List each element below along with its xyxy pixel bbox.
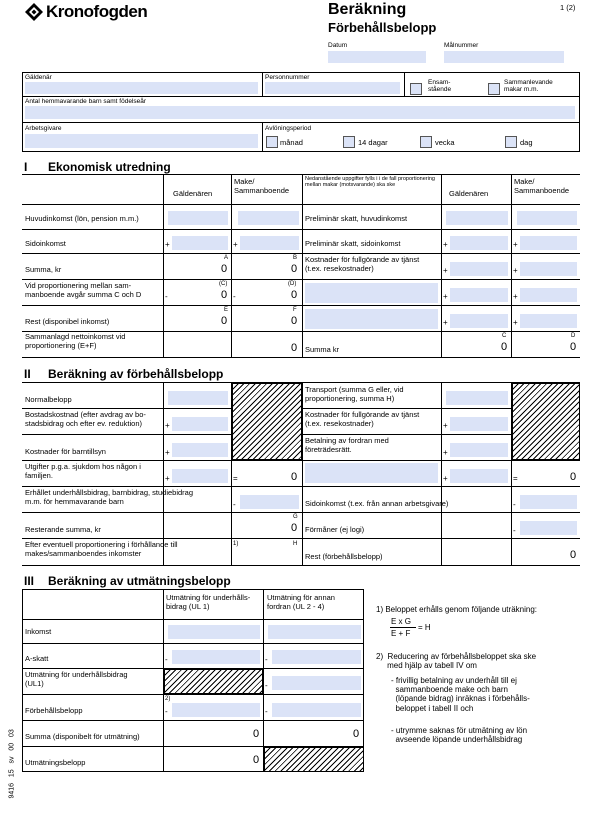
s3-askatt-1[interactable]	[172, 650, 260, 664]
s1-letter-f: F	[293, 307, 297, 313]
dag-label: dag	[520, 138, 533, 147]
page-number: 1 (2)	[560, 3, 576, 12]
personnummer-label: Personnummer	[265, 74, 310, 81]
s1-letter-d: (D)	[288, 281, 297, 287]
barn-field[interactable]	[25, 106, 575, 119]
s2-extra-field[interactable]	[305, 463, 438, 483]
s1-prelsido-g[interactable]	[450, 236, 508, 250]
s2-normal-field[interactable]	[168, 391, 228, 405]
s2-footnote1: 1)	[233, 541, 239, 547]
logo	[24, 2, 164, 22]
s1-huvud-m[interactable]	[238, 211, 299, 225]
s1-letter-c2: C	[502, 333, 507, 339]
manad-label: månad	[280, 138, 303, 147]
s2-bostad-field[interactable]	[172, 417, 228, 431]
s1-col-make: Make/ Sammanboende	[234, 177, 290, 195]
s2-transport-field[interactable]	[446, 391, 508, 405]
s1-row-kostnader: Kostnader för fullgörande av tjänst (t.ex. resekostnader)	[305, 255, 420, 273]
s2-row-sidoinkomst: Sidoinkomst (t.ex. från annan arbetsgivare)	[305, 499, 449, 508]
s3-forbehall-2[interactable]	[272, 703, 361, 717]
s2-letter-g: G	[293, 514, 298, 520]
s1-row-summakr: Summa kr	[305, 345, 340, 354]
s2-kost-field[interactable]	[450, 417, 508, 431]
s2-row-kostnader: Kostnader för fullgörande av tjänst (t.ex. resekostnader)	[305, 410, 420, 428]
s2-row-underhall: Erhållet underhållsbidrag, barnbidrag, studiebidrag m.m. för hemmavarande barn	[25, 488, 194, 506]
form-code: 9416 15 sv 00 03	[8, 729, 16, 799]
s2-extra-g-field[interactable]	[450, 469, 508, 483]
s1-letter-c: (C)	[219, 281, 228, 287]
s1-row-prelskatt-huvud: Preliminär skatt, huvudinkomst	[305, 214, 408, 223]
s2-hatch-right	[512, 383, 580, 460]
s3-hatch-ul1	[164, 669, 263, 694]
section1-num: I	[24, 160, 28, 174]
s1-row-summa: Summa, kr	[25, 265, 62, 274]
s1-rest-m: 0	[291, 315, 298, 327]
s2-letter-h: H	[293, 541, 298, 547]
14dagar-label: 14 dagar	[358, 138, 388, 147]
s1-extra2-m[interactable]	[520, 314, 577, 328]
s2-row-efter: Efter eventuell proportionering i förhållande till makes/sammanboendes inkomster	[25, 540, 178, 558]
s3-row-askatt: A-skatt	[25, 654, 49, 663]
page-title: Beräkning	[328, 1, 407, 18]
s1-row-sidoinkomst: Sidoinkomst	[25, 239, 66, 248]
ensamstaende-label: Ensam- stående	[428, 79, 452, 94]
s3-summa-2: 0	[353, 728, 360, 740]
vecka-checkbox[interactable]	[420, 136, 432, 148]
s3-summa-1: 0	[253, 728, 260, 740]
s2-sido-field[interactable]	[520, 495, 577, 509]
s3-forbehall-1[interactable]	[172, 703, 260, 717]
malnummer-label: Målnummer	[444, 42, 479, 49]
s1-letter-d2: D	[571, 333, 576, 339]
s3-row-utm-ul1: Utmätning för underhållsbidrag (UL1)	[25, 670, 128, 688]
section3-num: III	[24, 574, 35, 588]
formula-eq: = H	[418, 623, 431, 632]
s2-resterande-val: 0	[291, 522, 298, 534]
s1-summa-m: 0	[291, 263, 298, 275]
s3-row-utmatningsbelopp: Utmätningsbelopp	[25, 758, 86, 767]
s2-formaner-field[interactable]	[520, 521, 577, 535]
s1-prop-g: 0	[221, 289, 228, 301]
s2-row-barntillsyn: Kostnader för barntillsyn	[25, 447, 106, 456]
malnummer-field[interactable]	[444, 51, 564, 63]
s1-extra2-g[interactable]	[450, 314, 508, 328]
s1-row-proportionering: Vid proportionering mellan sam- manboende avgår summa C och D	[25, 281, 142, 299]
s1-col-make2: Make/ Sammanboende	[514, 177, 570, 195]
s1-prelsido-m[interactable]	[520, 236, 577, 250]
formula-den: E + F	[391, 629, 411, 638]
s3-col1: Utmätning för underhålls- bidrag (UL 1)	[166, 593, 251, 611]
s2-row-formaner: Förmåner (ej logi)	[305, 525, 365, 534]
formula-num: E x G	[391, 617, 412, 626]
s3-askatt-2[interactable]	[272, 650, 361, 664]
s1-note: Nedanstående uppgifter fylls i i de fall proportionering mellan makar (motsvarande) ska ske	[305, 176, 435, 189]
s1-extra1[interactable]	[305, 283, 438, 303]
note-2: 2) Reducering av förbehållsbeloppet ska ske med hjälp av tabell IV om	[376, 652, 537, 671]
s1-prop-m: 0	[291, 289, 298, 301]
manad-checkbox[interactable]	[266, 136, 278, 148]
s1-prelhuvud-g[interactable]	[446, 211, 508, 225]
s1-huvud-g[interactable]	[168, 211, 228, 225]
note-bullet-2: - utrymme saknas för utmätning av lön avseende löpande underhållsbidrag	[391, 726, 528, 745]
s2-row-transport: Transport (summa G eller, vid proportionering, summa H)	[305, 385, 404, 403]
note-bullet-1: - frivillig betalning av underhåll till ej sammanboende make och barn (löpande bidrag) inräknas i förbehålls- beloppet i tabell II och	[391, 676, 530, 713]
s1-row-sammanlagd: Sammanlagd nettoinkomst vid proportionering (E+F)	[25, 332, 126, 350]
s2-barn-field[interactable]	[172, 443, 228, 457]
s1-sammanlagd-val: 0	[291, 342, 298, 354]
sammanlevande-label: Sammanlevande makar m.m.	[504, 79, 553, 94]
s2-sjuk-field[interactable]	[172, 469, 228, 483]
s1-col-gäldenären2: Gäldenären	[449, 189, 489, 198]
s1-row-prelskatt-sido: Preliminär skatt, sidoinkomst	[305, 239, 401, 248]
s3-utmbelopp-1: 0	[253, 754, 260, 766]
s3-row-inkomst: Inkomst	[25, 627, 52, 636]
s2-row-sjukdom: Utgifter p.g.a. sjukdom hos någon i familjen.	[25, 462, 141, 480]
section3-title: Beräkning av utmätningsbelopp	[48, 574, 231, 588]
barn-label: Antal hemmavarande barn samt födelseår	[25, 98, 147, 105]
s1-prelhuvud-m[interactable]	[517, 211, 577, 225]
s1-kost-m[interactable]	[520, 262, 577, 276]
logo-text: Kronofogden	[46, 2, 148, 21]
s1-letter-e: E	[224, 307, 229, 313]
gäldenär-label: Gäldenär	[25, 74, 52, 81]
s2-row-bostad: Bostadskostnad (efter avdrag av bo- stadsbidrag och efter ev. reduktion)	[25, 410, 146, 428]
s1-summakr-m: 0	[570, 341, 577, 353]
s1-kost-g[interactable]	[450, 262, 508, 276]
vecka-label: vecka	[435, 138, 455, 147]
sammanlevande-checkbox[interactable]	[488, 83, 500, 95]
s2-sum-left: 0	[291, 471, 298, 483]
s2-row-rest: Rest (förbehållsbelopp)	[305, 552, 383, 561]
s1-summa-g: 0	[221, 263, 228, 275]
section1-title: Ekonomisk utredning	[48, 160, 171, 174]
s3-row-forbehall: Förbehållsbelopp	[25, 706, 83, 715]
s1-col-gäldenären: Gäldenären	[173, 189, 213, 198]
s1-letter-b: B	[293, 255, 298, 261]
s2-row-resterande: Resterande summa, kr	[25, 525, 101, 534]
gäldenär-field[interactable]	[25, 82, 258, 94]
s2-row-normalbelopp: Normalbelopp	[25, 395, 72, 404]
s1-row-huvudinkomst: Huvudinkomst (lön, pension m.m.)	[25, 214, 139, 223]
s2-betal-field[interactable]	[450, 443, 508, 457]
s3-inkomst-2[interactable]	[268, 625, 361, 639]
s2-sum-right: 0	[570, 471, 577, 483]
page-subtitle: Förbehållsbelopp	[328, 20, 437, 35]
datum-field[interactable]	[328, 51, 426, 63]
s2-hatch-left	[232, 383, 302, 460]
s3-inkomst-1[interactable]	[168, 625, 260, 639]
kronofogden-logo-icon	[24, 2, 44, 22]
arbetsgivare-label: Arbetsgivare	[25, 125, 62, 132]
personnummer-field[interactable]	[265, 82, 400, 94]
s1-extra1-m[interactable]	[520, 288, 577, 302]
section2-num: II	[24, 367, 31, 381]
s1-extra2[interactable]	[305, 309, 438, 329]
14dagar-checkbox[interactable]	[343, 136, 355, 148]
section2-title: Beräkning av förbehållsbelopp	[48, 367, 224, 381]
s1-extra1-g[interactable]	[450, 288, 508, 302]
s1-rest-g: 0	[221, 315, 228, 327]
s3-row-summa: Summa (disponibelt för utmätning)	[25, 732, 140, 741]
s3-col2: Utmätning för annan fordran (UL 2 - 4)	[267, 593, 335, 611]
s2-rest-val: 0	[570, 549, 577, 561]
s3-footnote2: 2)	[165, 696, 171, 702]
datum-label: Datum	[328, 42, 348, 49]
dag-checkbox[interactable]	[505, 136, 517, 148]
s1-sido-m[interactable]	[240, 236, 299, 250]
note-1: 1) Beloppet erhålls genom följande uträkning:	[376, 605, 537, 614]
s1-row-rest: Rest (disponibel inkomst)	[25, 317, 110, 326]
ensamstaende-checkbox[interactable]	[410, 83, 422, 95]
s1-summakr-g: 0	[501, 341, 508, 353]
s3-utm-2[interactable]	[272, 676, 361, 690]
s3-hatch-utmbelopp	[264, 747, 364, 772]
arbetsgivare-field[interactable]	[25, 134, 258, 148]
s1-letter-a: A	[224, 255, 229, 261]
avloningsperiod-label: Avlöningsperiod	[265, 125, 312, 132]
s2-row-betalning: Betalning av fordran med företrädesrätt.	[305, 436, 389, 454]
s2-underhall-field[interactable]	[240, 495, 299, 509]
s1-sido-g[interactable]	[172, 236, 228, 250]
